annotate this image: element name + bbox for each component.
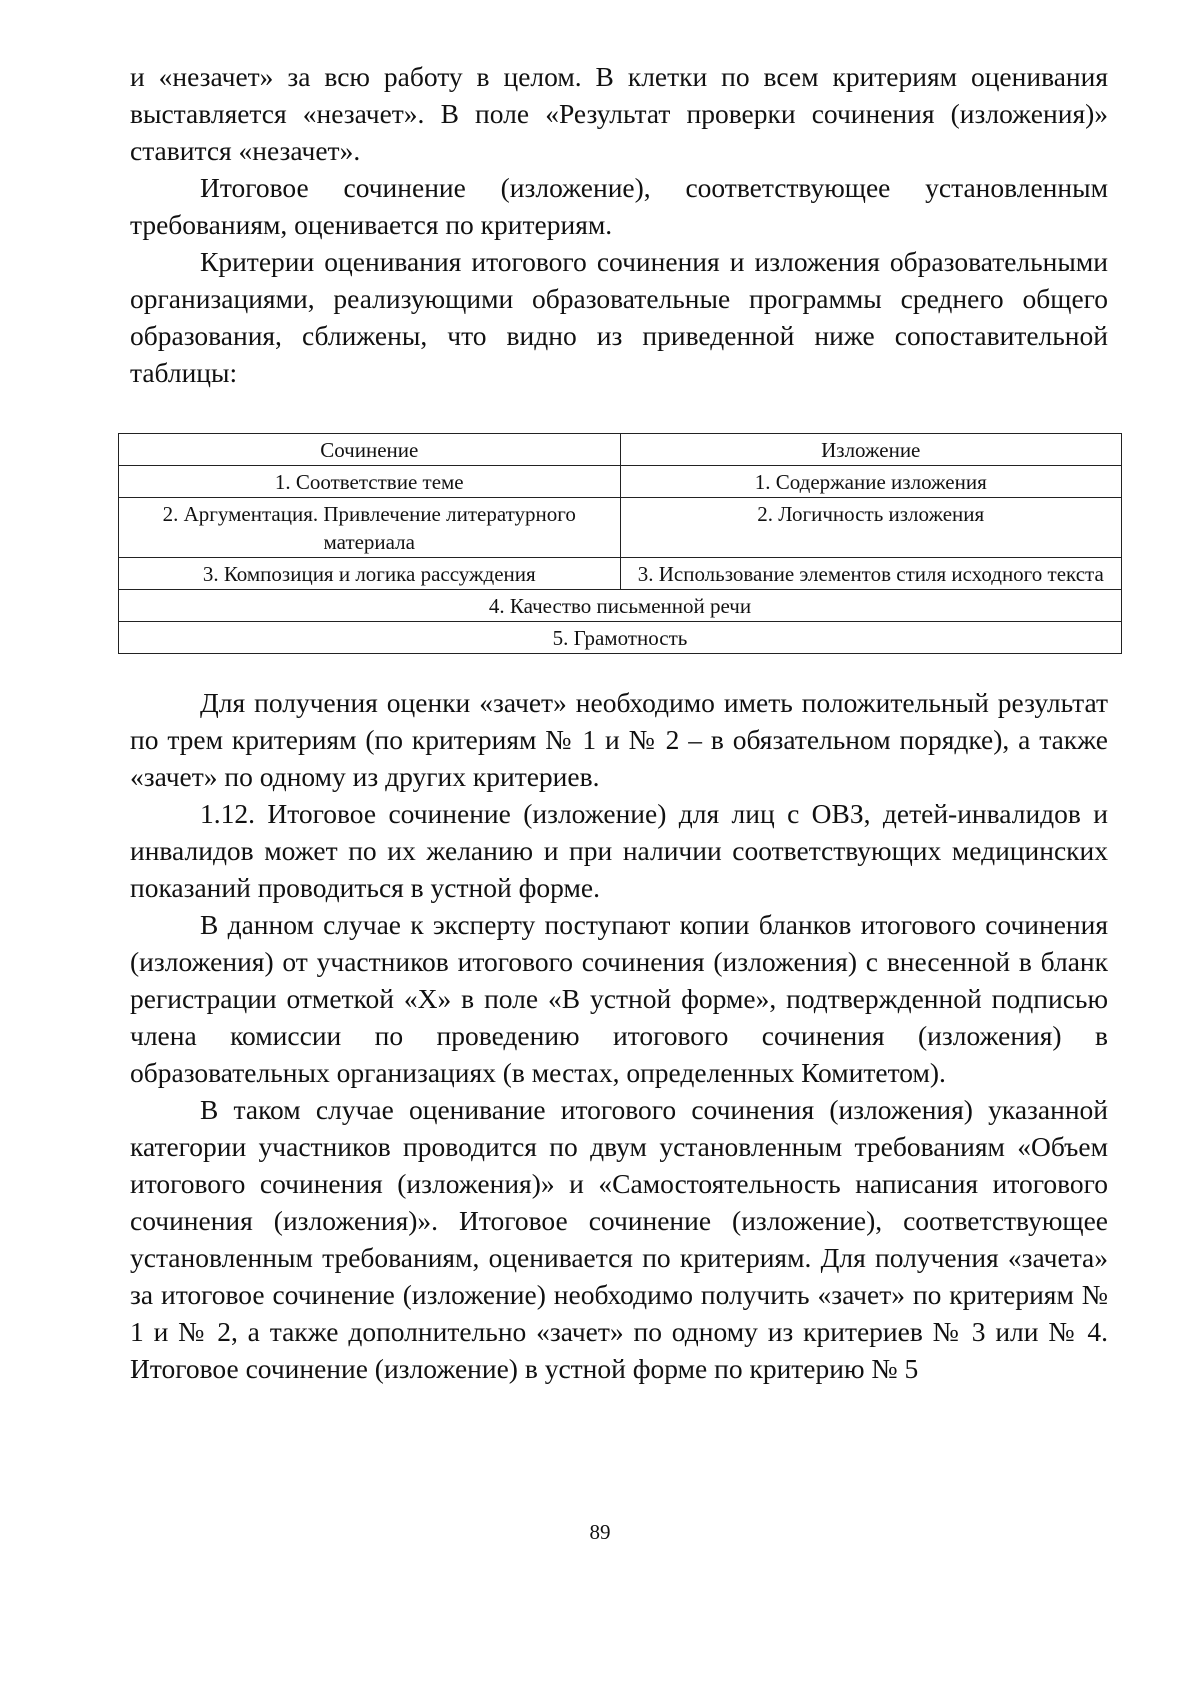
table-cell: 3. Использование элементов стиля исходного текста <box>620 558 1122 590</box>
table-cell: 3. Композиция и логика рассуждения <box>119 558 621 590</box>
table-cell: 2. Аргументация. Привлечение литературного материала <box>119 498 621 558</box>
page-number: 89 <box>589 1520 611 1544</box>
table-cell: 5. Грамотность <box>119 622 1122 654</box>
table-cell: 1. Соответствие теме <box>119 466 621 498</box>
table-row <box>119 498 1122 558</box>
table-row-shared <box>119 590 1122 622</box>
paragraph: В данном случае к эксперту поступают копии бланков итогового сочинения (изложения) от участников итогового сочинения (изложения) с внесенной в бланк регистрации отметкой «Х» в поле «В устной форме», подтвержденной подписью члена комиссии по проведению итогового сочинения (изложения) в образовательных организациях (в местах, определенных Комитетом). <box>130 909 1108 1088</box>
table-row-shared <box>119 622 1122 654</box>
paragraph: Критерии оценивания итогового сочинения и изложения образовательными организациями, реализующими образовательные программы среднего общего образования, сближены, что видно из приведенной ниже сопоставительной таблицы: <box>130 246 1108 388</box>
paragraph: 1.12. Итоговое сочинение (изложение) для лиц с ОВЗ, детей-инвалидов и инвалидов может по их желанию и при наличии соответствующих медицинских показаний проводиться в устной форме. <box>130 798 1108 903</box>
comparison-table <box>118 433 1122 654</box>
comparison-table-wrapper <box>118 433 1122 654</box>
table-row <box>119 466 1122 498</box>
table-cell: 2. Логичность изложения <box>620 498 1122 558</box>
paragraph: В таком случае оценивание итогового сочинения (изложения) указанной категории участников проводится по двум установленным требованиям «Объем итогового сочинения (изложения)» и «Самостоятельность написания итогового сочинения (изложения)». Итоговое сочинение (изложение), соответствующее установленным требованиям, оценивается по критериям. Для получения «зачета» за итоговое сочинение (изложение) необходимо получить «зачет» по критериям № 1 и № 2, а также дополнительно «зачет» по одному из критериев № 3 или № 4. Итоговое сочинение (изложение) в устной форме по критерию № 5 <box>130 1094 1108 1384</box>
table-cell: 4. Качество письменной речи <box>119 590 1122 622</box>
paragraph: Для получения оценки «зачет» необходимо иметь положительный результат по трем критериям (по критериям № 1 и № 2 – в обязательном порядке), а также «зачет» по одному из других критериев. <box>130 687 1108 792</box>
table-row <box>119 558 1122 590</box>
paragraph: Итоговое сочинение (изложение), соответствующее установленным требованиям, оценивается по критериям. <box>130 172 1108 240</box>
document-page <box>130 58 1108 1387</box>
table-cell: 1. Содержание изложения <box>620 466 1122 498</box>
table-header-summary: Изложение <box>620 434 1122 466</box>
paragraph: и «незачет» за всю работу в целом. В клетки по всем критериям оценивания выставляется «незачет». В поле «Результат проверки сочинения (изложения)» ставится «незачет». <box>130 61 1108 166</box>
table-header-row <box>119 434 1122 466</box>
table-header-essay: Сочинение <box>119 434 621 466</box>
